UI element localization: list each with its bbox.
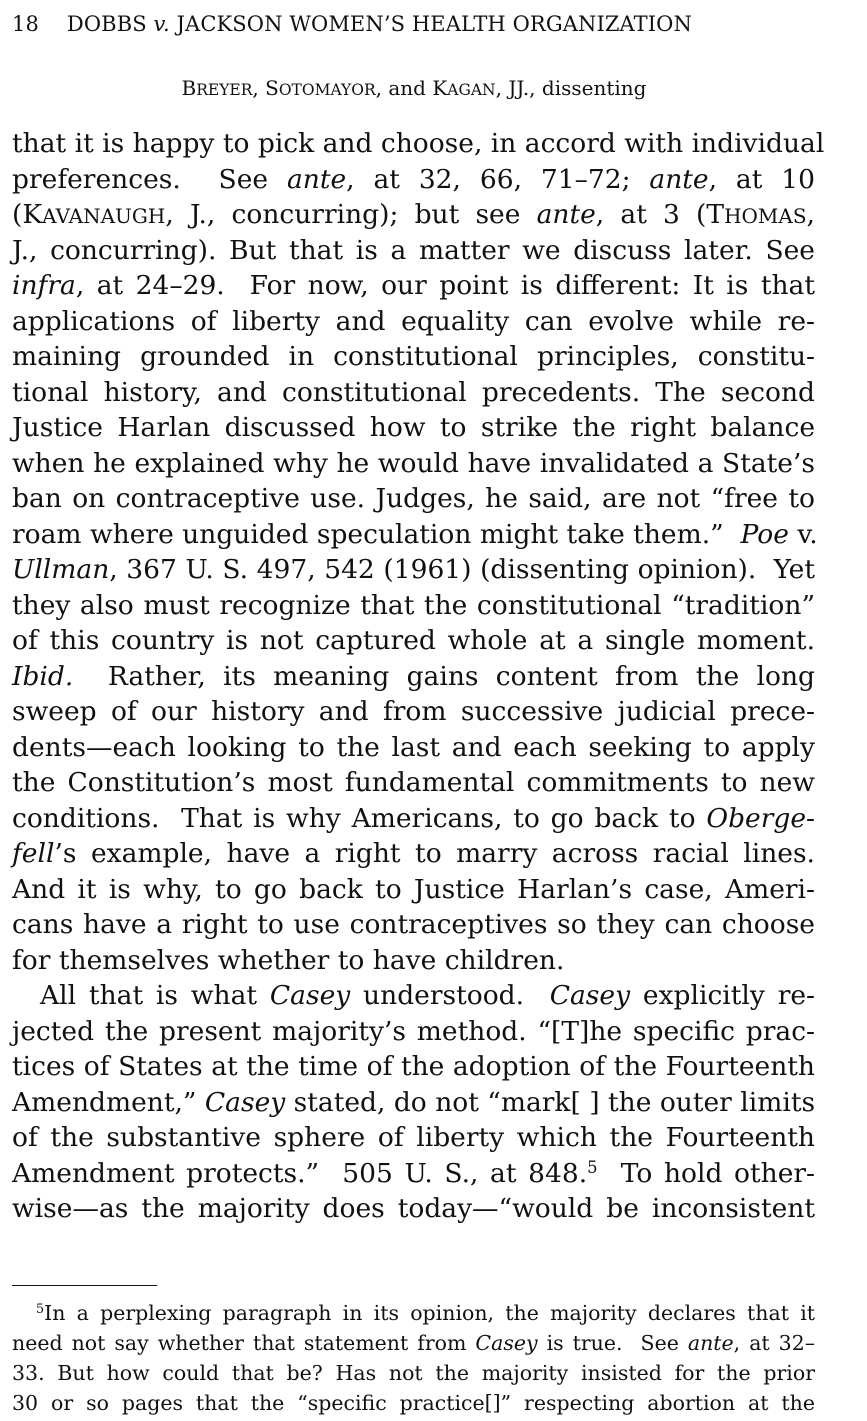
body-line: conditions. That is why Americans, to go back to Oberge- (12, 802, 815, 834)
body-line: All that is what Casey understood. Casey explicitly re- (40, 980, 815, 1011)
body-line: Amendment,” Casey stated, do not “mark[ ] the outer limits (12, 1086, 816, 1118)
opinion-byline: BREYER, SOTOMAYOR, and KAGAN, JJ., dissenting (181, 76, 647, 100)
body-line: And it is why, to go back to Justice Harlan’s case, Ameri- (12, 873, 815, 905)
footnote-marker: 5 (36, 1301, 45, 1317)
body-line: Justice Harlan discussed how to strike the right balance (12, 412, 815, 443)
body-line: (KAVANAUGH, J., concurring); but see ante, at 3 (THOMAS, (12, 199, 815, 230)
page-number: 18 (12, 12, 39, 36)
footnote-ref: 5 (587, 1157, 598, 1177)
footnote-line: need not say whether that statement from Casey is true. See ante, at 32– (12, 1331, 815, 1355)
body-line: dents—each looking to the last and each seeking to apply (12, 731, 815, 763)
body-line: J., concurring). But that is a matter we discuss later. See (12, 234, 815, 266)
body-line: that it is happy to pick and choose, in accord with individual (12, 128, 825, 159)
body-line: Ibid. Rather, its meaning gains content from the long (12, 660, 815, 692)
body-line: when he explained why he would have invalidated a State’s (12, 447, 815, 479)
body-line: for themselves whether to have children. (12, 944, 565, 976)
body-line: the Constitution’s most fundamental commitments to new (12, 767, 815, 798)
body-line: of the substantive sphere of liberty which the Fourteenth (12, 1122, 815, 1153)
body-line: wise—as the majority does today—“would be inconsistent (12, 1193, 815, 1224)
body-line: tional history, and constitutional precedents. The second (12, 376, 815, 408)
body-line: they also must recognize that the constitutional “tradition” (12, 589, 815, 621)
body-line: of this country is not captured whole at a single moment. (12, 625, 815, 656)
body-line: preferences. See ante, at 32, 66, 71–72; ante, at 10 (12, 163, 815, 195)
body-line: Amendment protects.” 505 U. S., at 848.$^5$ To hold other- (12, 1157, 815, 1189)
footnote-divider (12, 1285, 157, 1286)
footnote-line: 33. But how could that be? Has not the majority insisted for the prior (12, 1361, 815, 1385)
footnote-line: $^5$In a perplexing paragraph in its opinion, the majority declares that it (36, 1301, 815, 1325)
body-line: ban on contraceptive use. Judges, he said, are not “free to (12, 483, 815, 514)
body-line: sweep of our history and from successive judicial prece- (12, 696, 815, 727)
body-line: applications of liberty and equality can evolve while re- (12, 305, 815, 337)
body-line: maining grounded in constitutional principles, constitu- (12, 341, 815, 372)
body-line: cans have a right to use contraceptives so they can choose (12, 909, 815, 940)
footnote-line: 30 or so pages that the “specific practice[]” respecting abortion at the (12, 1391, 815, 1415)
body-line: fell’s example, have a right to marry across racial lines. (12, 838, 815, 869)
running-head (12, 12, 842, 36)
body-line: tices of States at the time of the adoption of the Fourteenth (12, 1051, 815, 1082)
body-line: jected the present majority’s method. “[T]he specific prac- (12, 1015, 815, 1047)
body-line: roam where unguided speculation might take them.” Poe v. (12, 518, 818, 550)
body-line: Ullman, 367 U. S. 497, 542 (1961) (dissenting opinion). Yet (12, 554, 815, 585)
opinion-body (12, 126, 825, 1227)
case-title: DOBBS v. JACKSON WOMEN’S HEALTH ORGANIZATION (66, 12, 692, 36)
body-line: infra, at 24–29. For now, our point is different: It is that (12, 270, 815, 301)
footnote (12, 1298, 815, 1418)
